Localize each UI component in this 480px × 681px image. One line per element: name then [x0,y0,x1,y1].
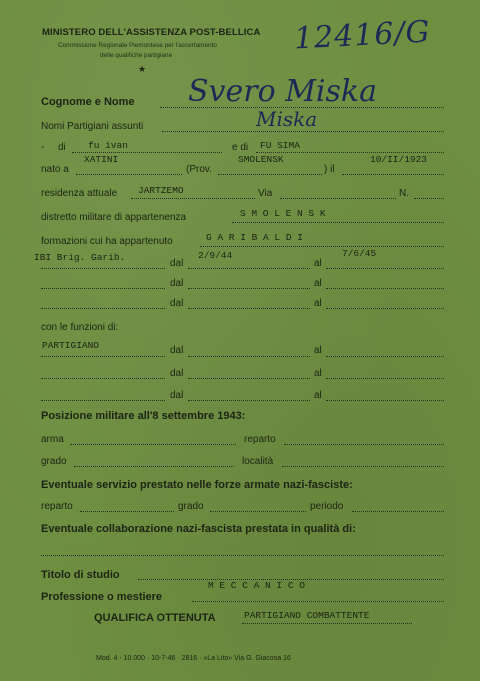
e-di-line [256,152,444,153]
residenza-line [131,198,255,199]
file-number: 12416/G [293,14,432,57]
localita-label: località [242,456,274,467]
dal-label: dal [170,345,184,356]
distretto-line [232,222,444,223]
nato-line [76,174,182,175]
il-line [342,174,444,175]
il-label: ) il [324,164,335,175]
distretto-value: S M O L E N S K [240,208,326,219]
di-line [72,152,222,153]
footer-print-info: Mod. 4 - 10.000 · 10-7-46 · 2816 · «La Lito» Via G. Giacosa 16 [96,655,291,662]
dal-label: dal [170,368,184,379]
formazioni-dal: 2/9/44 [198,250,233,261]
localita-line [282,466,444,467]
reparto2-line [80,511,174,512]
prov-label: (Prov. [186,164,212,175]
residenza-value: JARTZEMO [138,185,184,196]
il-value: 10/II/1923 [370,154,428,165]
collaborazione-label: Eventuale collaborazione nazi-fascista prestata in qualità di: [41,523,356,535]
professione-line [192,601,444,602]
via-line [280,198,396,199]
grado2-label: grado [178,501,204,512]
prov-value: SMOLENSK [238,154,284,165]
nato-value: XATINI [84,154,119,165]
reparto-label: reparto [244,434,276,445]
collaborazione-line [41,555,444,556]
professione-value: M E C C A N I C O [208,580,305,591]
nato-label: nato a [41,164,69,175]
n-line [414,198,444,199]
qualifica-value: PARTIGIANO COMBATTENTE [244,610,370,621]
di-label: di [58,142,66,153]
di-value: fu ivan [88,140,128,151]
dal-label: dal [170,278,184,289]
titolo-label: Titolo di studio [41,569,120,581]
formazioni-value: G A R I B A L D I [206,232,303,243]
e-di-label: e di [232,142,249,153]
commission-line-1: Commissione Regionale Piemontese per l'accertamento [58,42,217,49]
ministry-title: MINISTERO DELL'ASSISTENZA POST-BELLICA [42,27,261,38]
residenza-label: residenza attuale [41,188,118,199]
cognome-value: Svero Miska [188,74,377,109]
al-label: al [314,368,322,379]
qualifica-label: QUALIFICA OTTENUTA [94,612,216,624]
arma-label: arma [41,434,64,445]
al-label: al [314,390,322,401]
dal-label: dal [170,390,184,401]
al-label: al [314,278,322,289]
di-dash: - [41,142,45,153]
periodo-label: periodo [310,501,344,512]
servizio-label: Eventuale servizio prestato nelle forze armate nazi-fasciste: [41,479,353,491]
grado-label: grado [41,456,67,467]
cognome-label: Cognome e Nome [41,96,135,108]
al-label: al [314,345,322,356]
professione-label: Professione o mestiere [41,591,163,603]
e-di-value: FU SIMA [260,140,300,151]
star-icon: ★ [138,64,147,74]
distretto-label: distretto militare di appartenenza [41,212,187,223]
qualifica-line [242,623,412,624]
n-label: N. [399,188,409,199]
nomi-partigiani-line [162,131,444,132]
formazioni-label: formazioni cui ha appartenuto [41,236,173,247]
al-label: al [314,258,322,269]
formazioni-unit: IBI Brig. Garib. [34,252,126,263]
grado2-line [210,511,306,512]
formazioni-al: 7/6/45 [342,248,377,259]
grado-line [74,466,234,467]
formazioni-line [200,246,444,247]
nomi-partigiani-value: Miska [256,107,318,131]
posizione-label: Posizione militare all'8 settembre 1943: [41,410,246,422]
via-label: Via [258,188,273,199]
dal-label: dal [170,298,184,309]
arma-line [70,444,236,445]
al-label: al [314,298,322,309]
commission-line-2: delle qualifiche partigiane [100,52,173,59]
prov-line [218,174,322,175]
reparto-line [284,444,444,445]
funzioni-role: PARTIGIANO [42,340,100,351]
nomi-partigiani-label: Nomi Partigiani assunti [41,121,144,132]
funzioni-label: con le funzioni di: [41,322,119,333]
dal-label: dal [170,258,184,269]
periodo-line [352,511,444,512]
reparto2-label: reparto [41,501,73,512]
